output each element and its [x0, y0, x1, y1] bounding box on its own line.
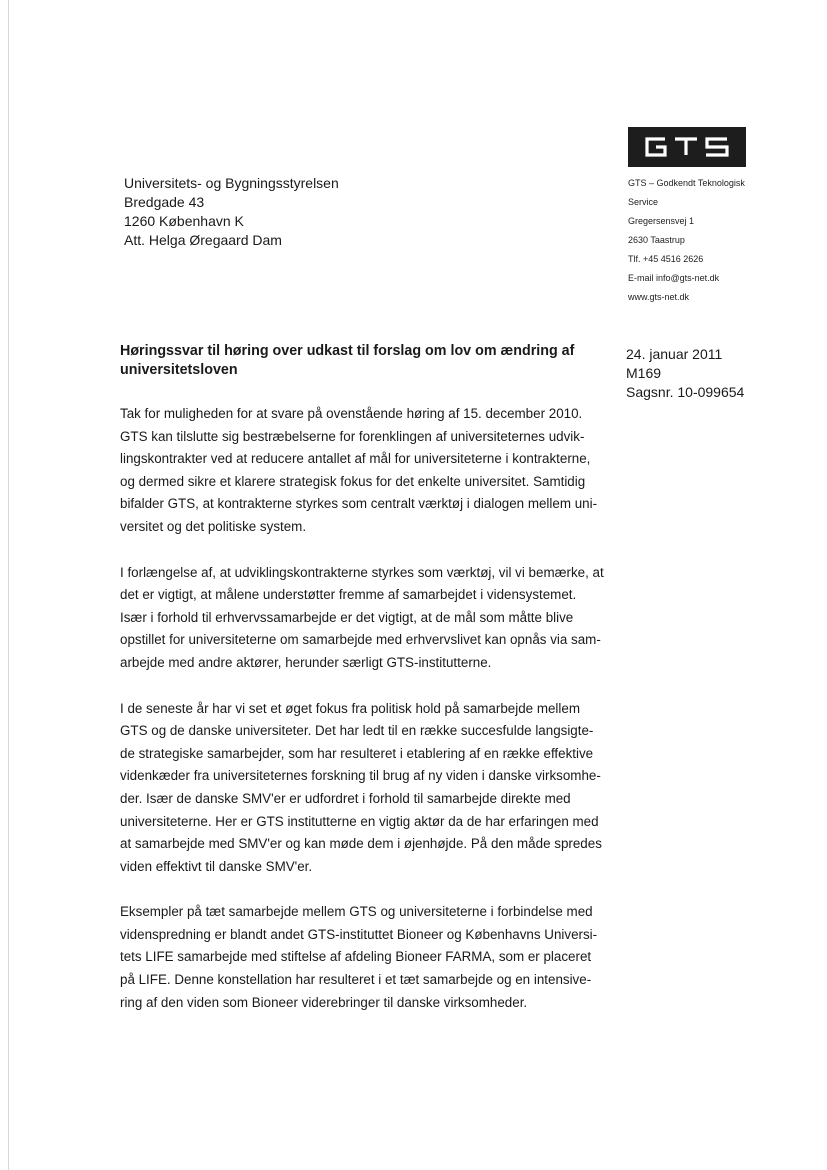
body-line: lingskontrakter ved at reducere antallet af mål for universiteterne i kontrakterne, [120, 451, 591, 467]
body-line: arbejde med andre aktører, herunder særligt GTS-institutterne. [120, 654, 492, 670]
sender-email: E-mail info@gts-net.dk [628, 273, 720, 283]
sender-line: GTS – Godkendt Teknologisk [628, 178, 745, 188]
scan-edge-line [8, 0, 9, 1170]
body-line: versitet og det politiske system. [120, 518, 307, 534]
sender-line: Gregersensvej 1 [628, 216, 695, 226]
letter-subject: Høringssvar til høring over udkast til forslag om lov om ændring af universitetsloven [120, 343, 575, 378]
body-line: viden effektivt til danske SMV'er. [120, 858, 313, 874]
body-line: der. Især de danske SMV'er er udfordret i forhold til samarbejde direkte med [120, 790, 571, 806]
body-line: Især i forhold til erhvervssamarbejde er det vigtigt, at de mål som måtte blive [120, 609, 574, 625]
body-line: videnspredning er blandt andet GTS-instituttet Bioneer og Københavns Universi- [120, 926, 598, 942]
body-line: de strategiske samarbejder, som har resulteret i etablering af en række effektive [120, 745, 594, 761]
body-line: universiteterne. Her er GTS institutterne en vigtig aktør da de har erfaringen med [120, 813, 599, 829]
body-line: og dermed sikre et klarere strategisk fokus for det enkelte universitet. Samtidig [120, 473, 586, 489]
body-line: videnkæder fra universiteternes forskning til brug af ny viden i danske virksomhe- [120, 768, 601, 784]
body-line: opstillet for universiteterne om samarbejde med erhvervslivet kan opnås via sam- [120, 632, 601, 648]
body-line: det er vigtigt, at målene understøtter fremme af samarbejdet i vidensystemet. [120, 587, 577, 603]
recipient-line: 1260 København K [124, 213, 244, 229]
recipient-line: Att. Helga Øregaard Dam [124, 232, 282, 248]
sender-line: 2630 Taastrup [628, 235, 685, 245]
body-line: at samarbejde med SMV'er og kan møde dem i øjenhøjde. På den måde spredes [120, 836, 602, 852]
letter-reference: M169 [626, 365, 662, 381]
body-line: Tak for muligheden for at svare på ovenstående høring af 15. december 2010. [120, 406, 583, 421]
recipient-address [124, 174, 339, 250]
body-line: Eksempler på tæt samarbejde mellem GTS og universiteterne i forbindelse med [120, 904, 593, 920]
body-line: I de seneste år har vi set et øget fokus fra politisk hold på samarbejde mellem [120, 700, 580, 716]
letter-date: 24. januar 2011 [626, 346, 723, 362]
body-paragraph [120, 698, 620, 879]
gts-logo [628, 127, 746, 167]
sender-address [628, 174, 745, 307]
body-line: GTS og de danske universiteter. Det har ledt til en række succesfulde langsigte- [120, 723, 594, 739]
recipient-line: Bredgade 43 [124, 194, 205, 210]
recipient-line: Universitets- og Bygningsstyrelsen [124, 175, 339, 191]
letter-body [120, 403, 620, 1037]
body-paragraph [120, 403, 620, 539]
body-paragraph [120, 562, 620, 675]
body-line: GTS kan tilslutte sig bestræbelserne for forenklingen af universiteternes udvik- [120, 428, 585, 444]
case-number: Sagsnr. 10-099654 [626, 384, 745, 400]
body-line: tets LIFE samarbejde med stiftelse af afdeling Bioneer FARMA, som er placeret [120, 949, 592, 965]
sender-website: www.gts-net.dk [628, 292, 690, 302]
body-line: I forlængelse af, at udviklingskontrakterne styrkes som værktøj, vil vi bemærke, at [120, 564, 604, 580]
body-line: på LIFE. Denne konstellation har resulteret i et tæt samarbejde og en intensive- [120, 972, 592, 988]
sender-phone: Tlf. +45 4516 2626 [628, 254, 704, 264]
body-line: bifalder GTS, at kontrakterne styrkes som centralt værktøj i dialogen mellem uni- [120, 496, 598, 512]
sender-line: Service [628, 197, 659, 207]
gts-logo-mark [643, 135, 731, 159]
body-line: ring af den viden som Bioneer viderebringer til danske virksomheder. [120, 994, 528, 1010]
letter-meta [626, 345, 744, 402]
body-paragraph [120, 901, 620, 1014]
